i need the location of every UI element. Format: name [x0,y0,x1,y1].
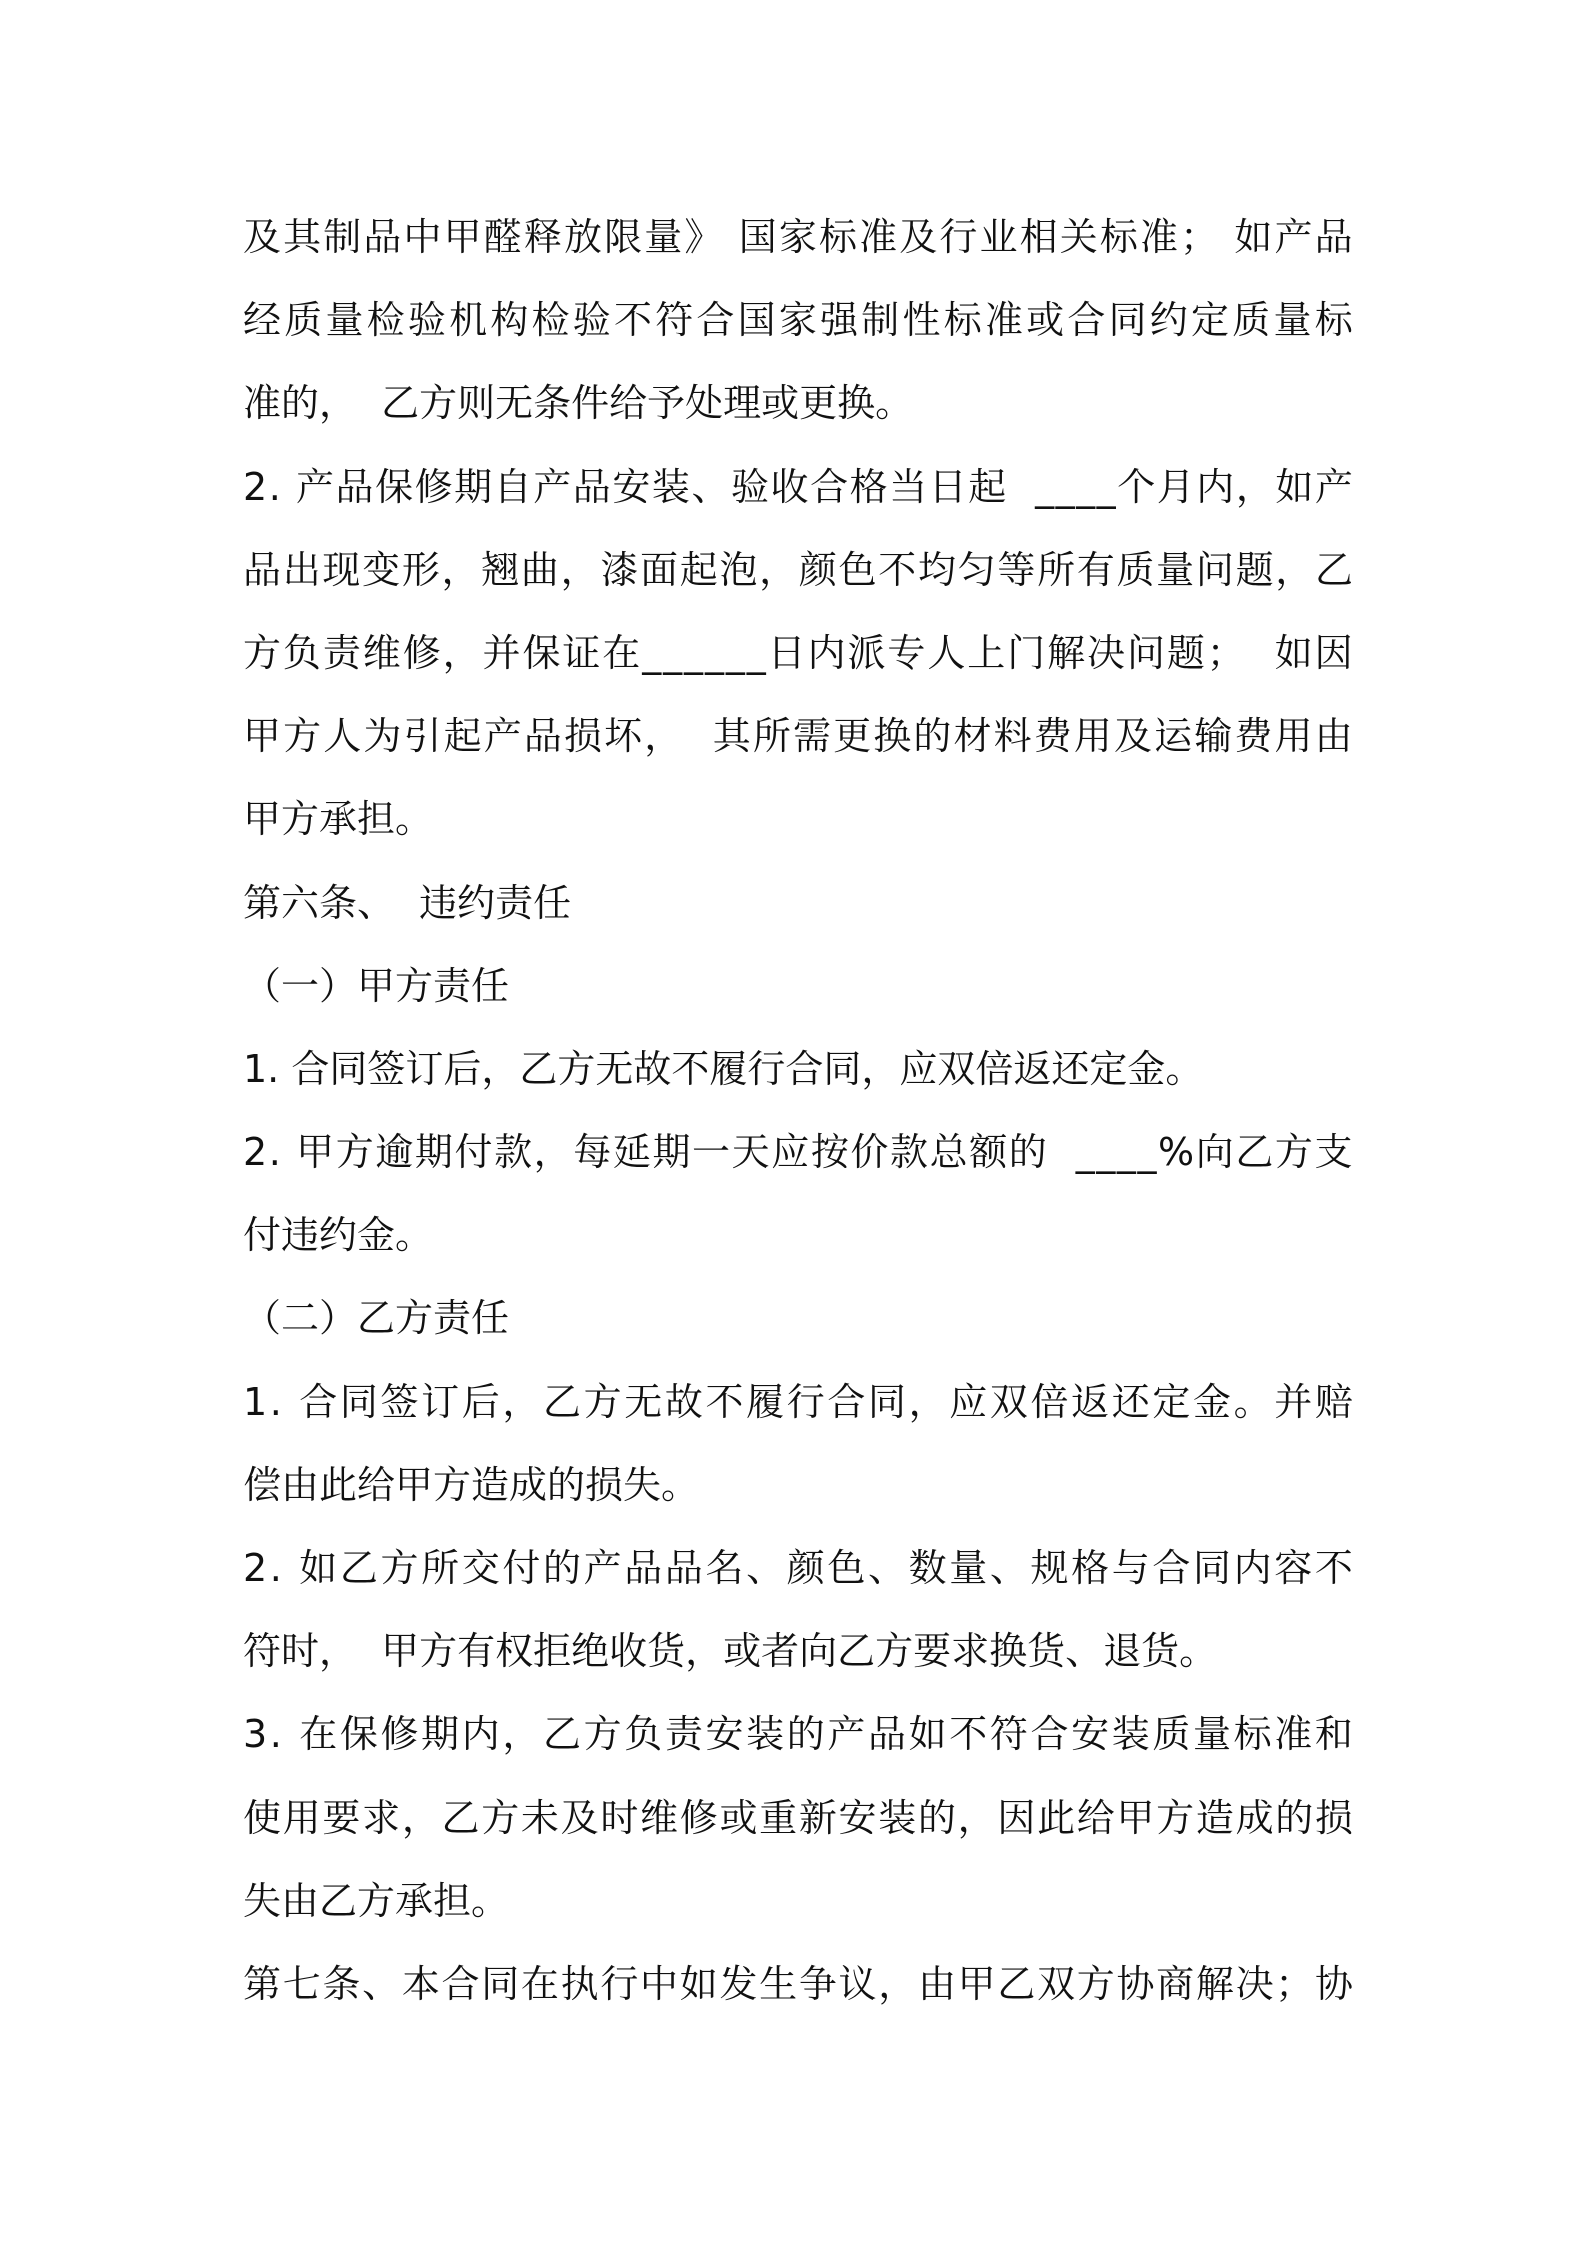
text-line: 甲方承担。 [243,797,434,842]
text-line: 失由乙方承担。 [243,1878,510,1923]
text-line: （二）乙方责任 [243,1296,510,1341]
text-line: 付违约金。 [243,1213,434,1258]
text-line: 3 . 在 保 修 期 内 ， 乙 方 负 责 安 装 的 产 品 如 不 符 合 安 装 质 量 标 准 和 [243,1712,1353,1757]
text-line: 2 . 产 品 保 修 期 自 产 品 安 装 、 验 收 合 格 当 日 起 _ _ _ _ 个 月 内 ， 如 产 [243,464,1353,509]
text-line: 方 负 责 维 修 ， 并 保 证 在 _ _ _ _ _ _ 日 内 派 专 人 上 门 解 决 问 题 ； 如 因 [243,630,1353,675]
text-line: 准的， 乙方则无条件给予处理或更换。 [243,381,914,426]
text-line: 第 七 条 、 本 合 同 在 执 行 中 如 发 生 争 议 ， 由 甲 乙 双 方 协 商 解 决 ； 协 [243,1961,1353,2006]
text-line: 使 用 要 求 ， 乙 方 未 及 时 维 修 或 重 新 安 装 的 ， 因 此 给 甲 方 造 成 的 损 [243,1795,1353,1840]
contract-body [243,196,1353,2026]
text-line: 及 其 制 品 中 甲 醛 释 放 限 量 》 国 家 标 准 及 行 业 相 关 标 准 ； 如 产 品 [243,215,1353,259]
text-line: 第六条、 违约责任 [243,880,572,925]
text-line: 偿由此给甲方造成的损失。 [243,1462,700,1507]
text-line: （一）甲方责任 [243,963,510,1008]
text-line: 1 . 合 同 签 订 后 ， 乙 方 无 故 不 履 行 合 同 ， 应 双 倍 返 还 定 金 。 并 赔 [243,1379,1353,1424]
text-line: 经 质 量 检 验 机 构 检 验 不 符 合 国 家 强 制 性 标 准 或 合 同 约 定 质 量 标 [243,298,1353,343]
text-line: 品 出 现 变 形 ， 翘 曲 ， 漆 面 起 泡 ， 颜 色 不 均 匀 等 所 有 质 量 问 题 ， 乙 [243,547,1353,592]
text-line: 符时， 甲方有权拒绝收货，或者向乙方要求换货、退货。 [243,1629,1218,1674]
text-line: 甲 方 人 为 引 起 产 品 损 坏 ， 其 所 需 更 换 的 材 料 费 用 及 运 输 费 用 由 [243,714,1353,759]
text-line: 2 . 如 乙 方 所 交 付 的 产 品 品 名 、 颜 色 、 数 量 、 规 格 与 合 同 内 容 不 [243,1546,1353,1590]
text-line: 1. 合同签订后，乙方无故不履行合同，应双倍返还定金。 [243,1046,1204,1091]
text-line: 2 . 甲 方 逾 期 付 款 ， 每 延 期 一 天 应 按 价 款 总 额 的 _ _ _ _ % 向 乙 方 支 [243,1130,1353,1175]
